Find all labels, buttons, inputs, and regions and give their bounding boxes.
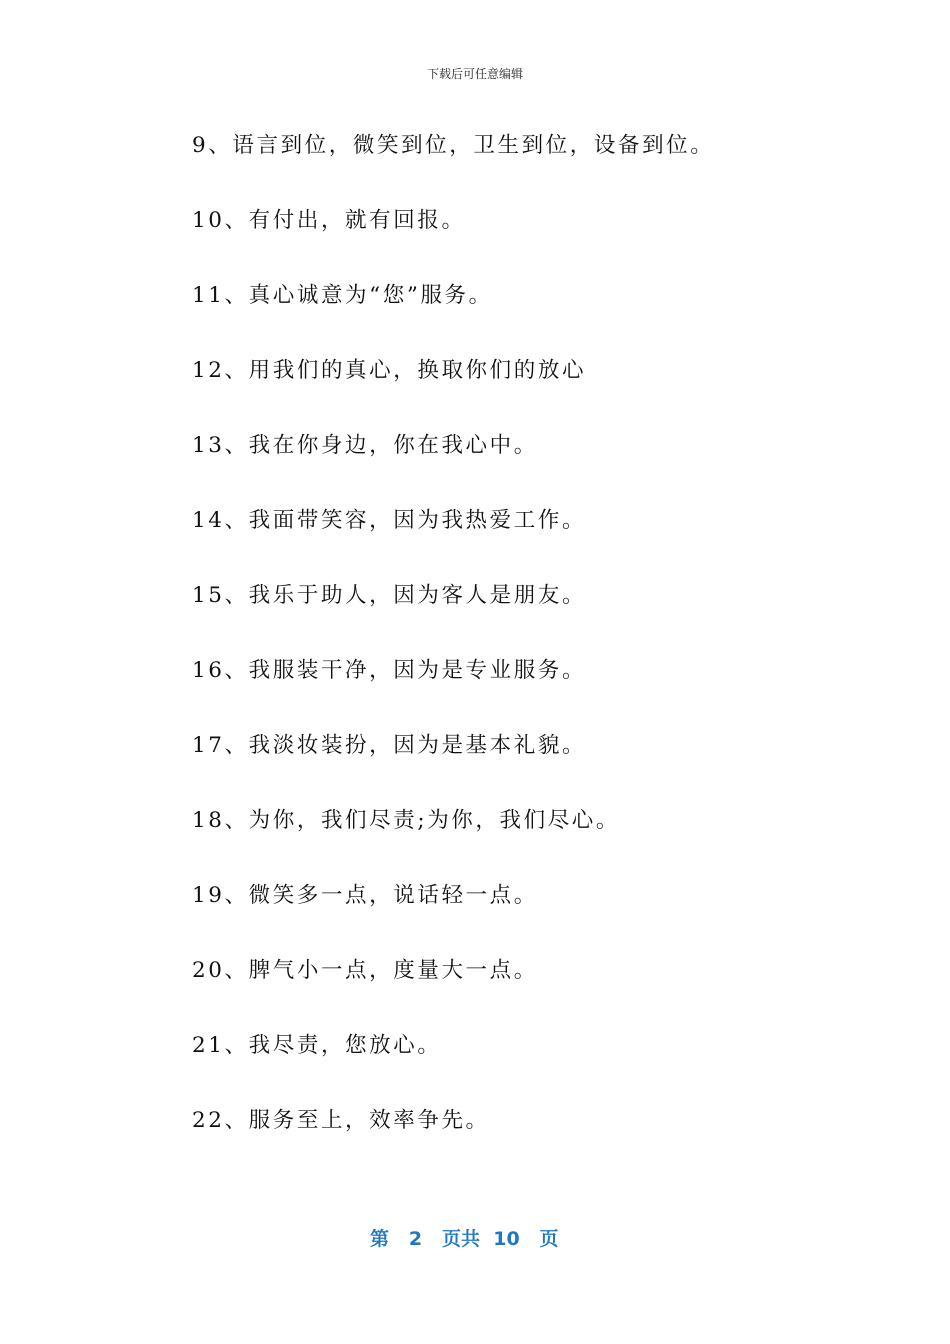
list-item: 22、服务至上，效率争先。 [192, 1108, 490, 1133]
page-header-note: 下载后可任意编辑 [426, 67, 523, 81]
list-item: 14、我面带笑容，因为我热爱工作。 [192, 508, 587, 533]
footer-total-pages: 10 [493, 1228, 520, 1250]
list-item: 13、我在你身边，你在我心中。 [192, 433, 538, 458]
footer-middle: 页共 [441, 1228, 480, 1250]
list-item: 21、我尽责，您放心。 [192, 1033, 442, 1058]
list-item: 11、真心诚意为“您”服务。 [192, 283, 493, 308]
list-item: 19、微笑多一点，说话轻一点。 [192, 883, 538, 908]
slogan-list [192, 128, 892, 1178]
list-item: 18、为你，我们尽责;为你，我们尽心。 [192, 808, 621, 833]
list-item: 10、有付出，就有回报。 [192, 208, 466, 233]
list-item: 12、用我们的真心，换取你们的放心 [192, 358, 587, 383]
list-item: 17、我淡妆装扮，因为是基本礼貌。 [192, 733, 587, 758]
footer-suffix: 页 [539, 1228, 559, 1250]
page-number-footer [370, 1226, 630, 1252]
list-item: 20、脾气小一点，度量大一点。 [192, 958, 538, 983]
footer-prefix: 第 [370, 1228, 390, 1250]
list-item: 9、语言到位，微笑到位，卫生到位，设备到位。 [192, 133, 715, 158]
list-item: 16、我服装干净，因为是专业服务。 [192, 658, 587, 683]
list-item: 15、我乐于助人，因为客人是朋友。 [192, 583, 587, 608]
footer-current-page: 2 [408, 1228, 423, 1250]
